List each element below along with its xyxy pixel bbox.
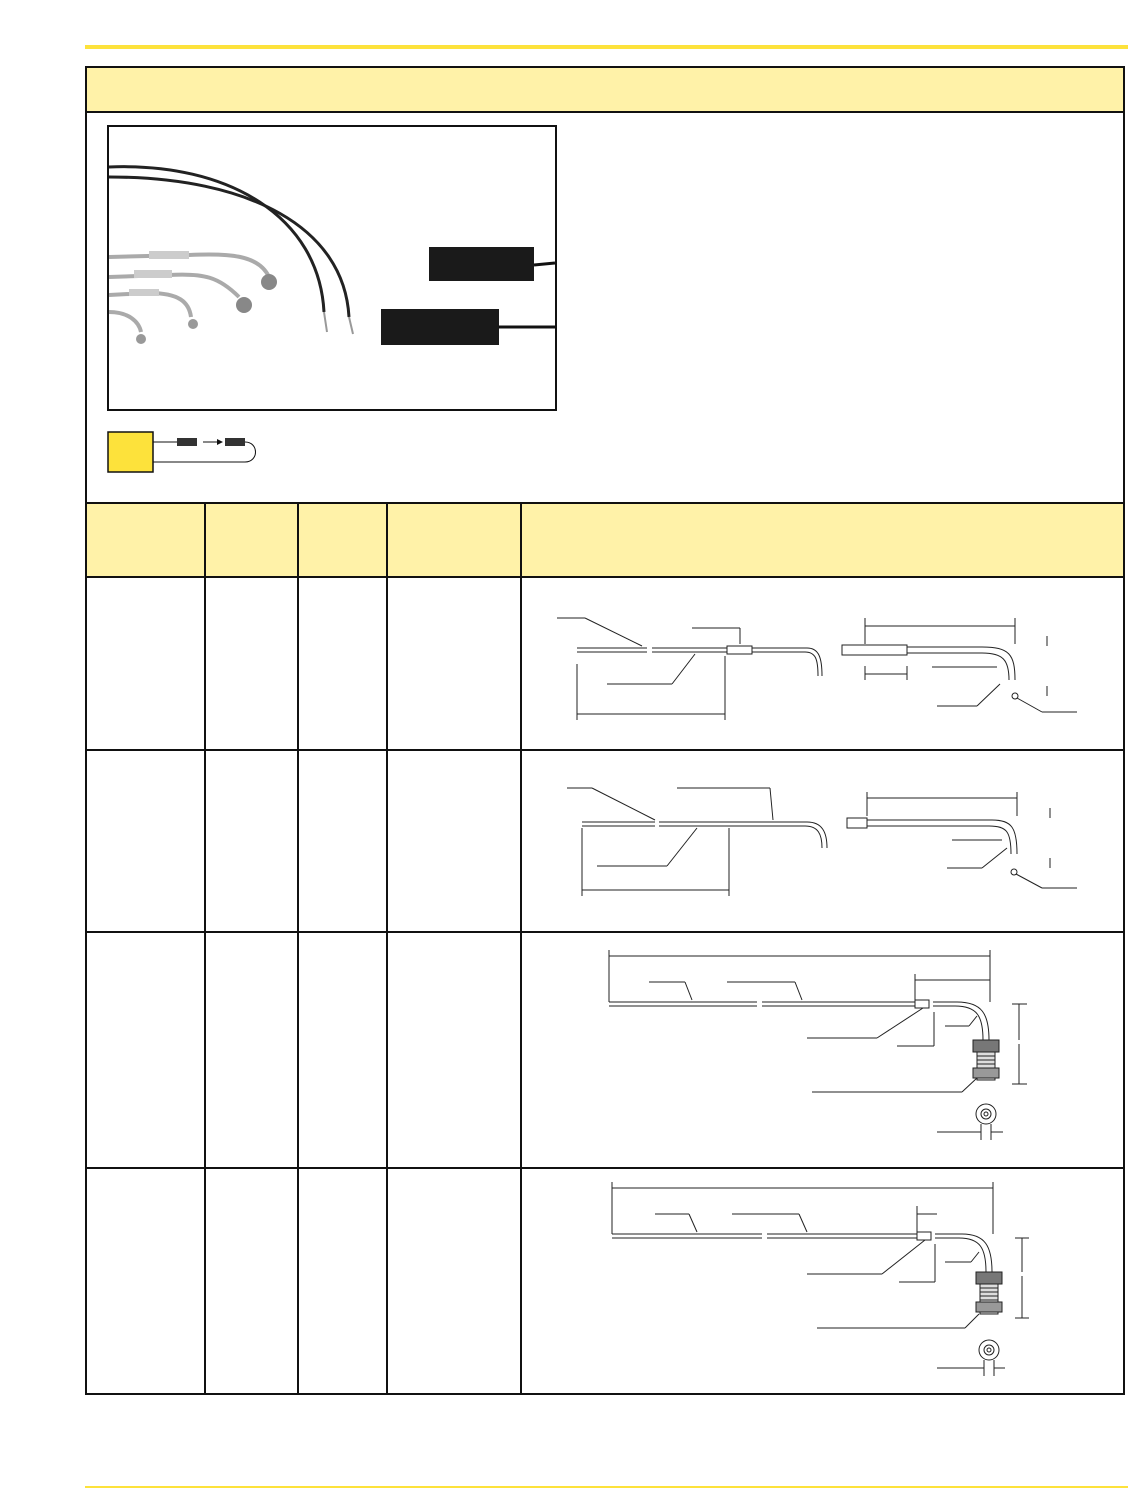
opposed-mode-sensing-icon	[107, 431, 267, 475]
column-divider	[297, 502, 299, 1395]
fiber-drawing-2	[537, 766, 1128, 916]
fiber-drawing-3	[537, 944, 1128, 1164]
fiber-optic-photo	[109, 127, 555, 409]
row-divider	[87, 931, 1123, 933]
column-divider	[204, 502, 206, 1395]
table-header-band	[87, 502, 1123, 578]
row-divider	[87, 1167, 1123, 1169]
bottom-accent-rule	[85, 1486, 1128, 1488]
fiber-drawing-4	[537, 1176, 1128, 1386]
column-divider	[520, 502, 522, 1395]
spec-frame	[85, 66, 1125, 1395]
row-divider	[87, 749, 1123, 751]
title-band	[87, 68, 1123, 113]
top-accent-rule	[85, 45, 1128, 49]
fiber-drawing-1	[537, 596, 1128, 726]
product-photo	[107, 125, 557, 411]
column-divider	[386, 502, 388, 1395]
